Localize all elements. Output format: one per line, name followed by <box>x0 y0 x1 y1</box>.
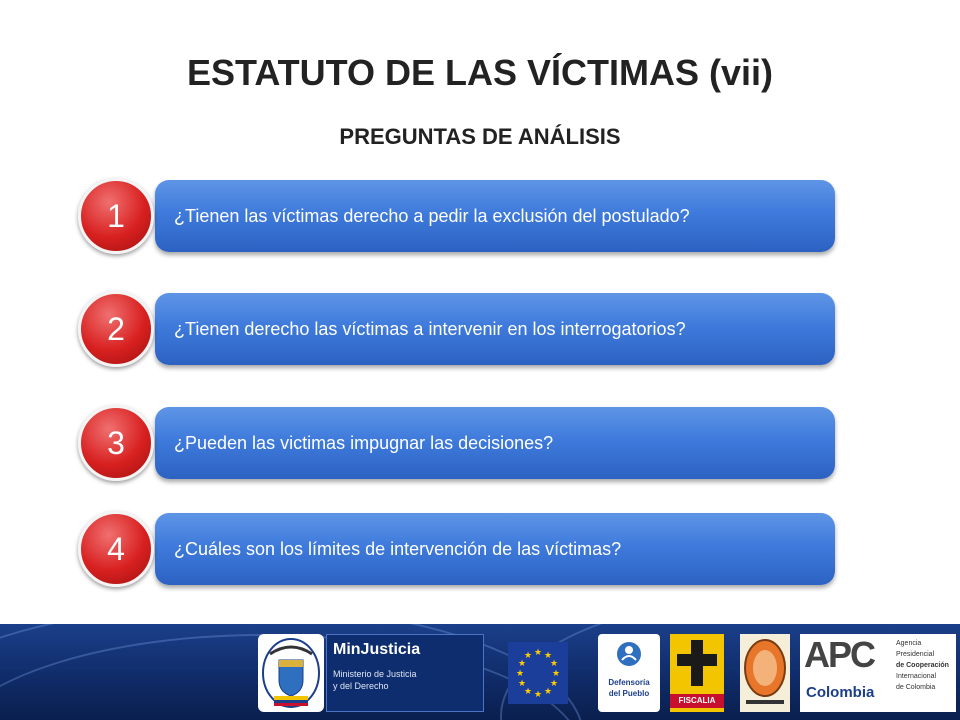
apc-line4: Internacional <box>896 673 937 680</box>
defensoria-line2: del Pueblo <box>608 689 650 698</box>
apc-line2: Presidencial <box>896 651 935 658</box>
question-item-3 <box>78 403 838 483</box>
svg-text:★: ★ <box>543 687 553 697</box>
question-number-badge: 2 <box>78 291 154 367</box>
apc-line1: Agencia <box>896 640 922 647</box>
minjusticia-line1: Ministerio de Justicia <box>333 669 417 679</box>
question-text: ¿Pueden las victimas impugnar las decisiones? <box>174 433 554 453</box>
question-item-1 <box>78 176 838 256</box>
question-text: ¿Tienen las víctimas derecho a pedir la exclusión del postulado? <box>174 206 690 226</box>
eu-flag-logo <box>508 642 568 704</box>
apc-mark: APC <box>804 634 875 675</box>
fiscalia-cross-icon <box>670 634 724 690</box>
question-number-badge: 1 <box>78 178 154 254</box>
page-subtitle: PREGUNTAS DE ANÁLISIS <box>339 124 621 149</box>
footer-banner <box>0 624 960 720</box>
minjusticia-line2: y del Derecho <box>333 681 389 691</box>
svg-text:★: ★ <box>533 690 543 700</box>
svg-text:★: ★ <box>543 651 553 661</box>
apc-line3: de Cooperación <box>896 662 949 669</box>
question-text: ¿Tienen derecho las víctimas a intervenir en los interrogatorios? <box>174 319 686 339</box>
eu-stars-icon <box>508 642 568 704</box>
svg-text:★: ★ <box>551 669 561 679</box>
question-item-2 <box>78 289 838 369</box>
university-seal-icon <box>740 634 790 712</box>
svg-text:★: ★ <box>549 659 559 669</box>
defensoria-line1: Defensoría <box>608 678 650 687</box>
defensoria-emblem-icon <box>598 634 660 674</box>
svg-text:★: ★ <box>523 651 533 661</box>
svg-text:★: ★ <box>523 687 533 697</box>
question-text: ¿Cuáles son los límites de intervención de las víctimas? <box>174 539 622 559</box>
svg-text:★: ★ <box>533 648 543 658</box>
minjusticia-logo <box>326 634 484 712</box>
svg-text:★: ★ <box>517 659 527 669</box>
question-number-badge: 4 <box>78 511 154 587</box>
colombia-coat-of-arms-logo <box>258 634 324 712</box>
svg-text:★: ★ <box>517 679 527 689</box>
svg-text:★: ★ <box>515 669 525 679</box>
coat-of-arms-icon <box>258 634 324 712</box>
apc-colombia-logo <box>800 634 956 712</box>
question-item-4 <box>78 509 838 589</box>
minjusticia-name: MinJusticia <box>333 641 421 658</box>
svg-text:★: ★ <box>549 679 559 689</box>
apc-country: Colombia <box>806 684 875 701</box>
defensoria-logo <box>598 634 660 712</box>
apc-line5: de Colombia <box>896 684 936 691</box>
university-seal-logo <box>740 634 790 712</box>
fiscalia-label: FISCALIA <box>670 694 724 708</box>
page-title: ESTATUTO DE LAS VÍCTIMAS (vii) <box>186 52 774 93</box>
question-number-badge: 3 <box>78 405 154 481</box>
fiscalia-logo <box>670 634 724 712</box>
